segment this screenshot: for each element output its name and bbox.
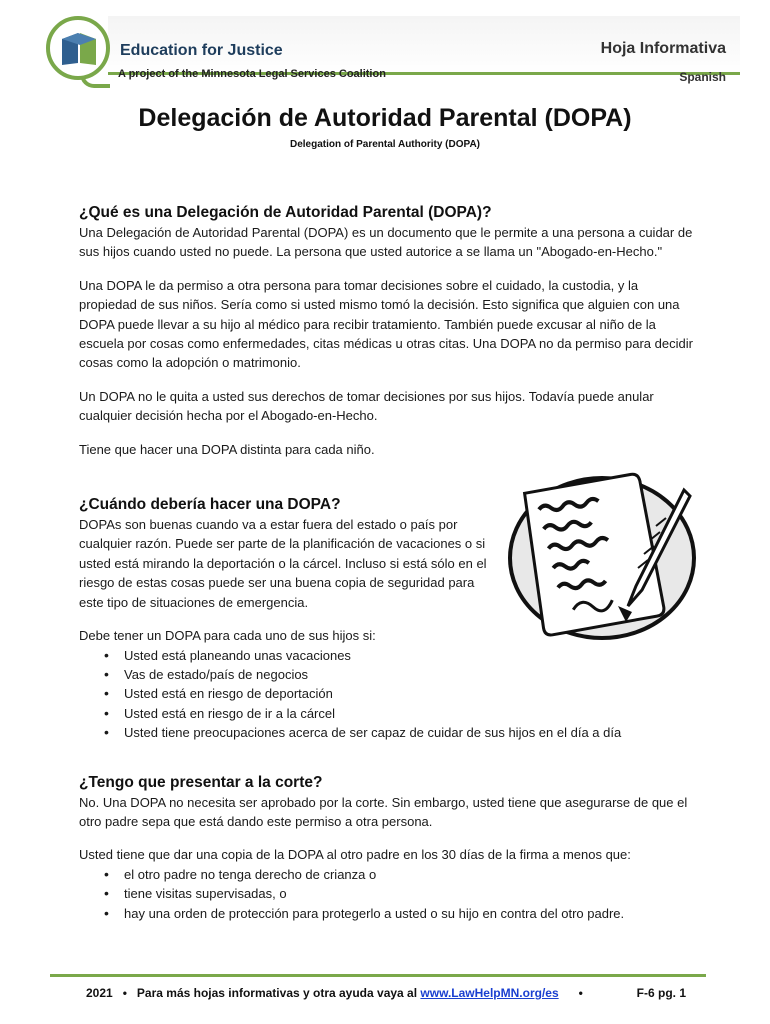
paragraph: Una Delegación de Autoridad Parental (DOPA) es un documento que le permite a una persona a cuidar de sus hijos cuando usted no puede. La persona que usted autorice a se llama un "Abogado-en-Hecho."	[79, 225, 693, 260]
logo	[46, 16, 110, 80]
paragraph: DOPAs son buenas cuando va a estar fuera del estado o país por cualquier razón. Puede ser parte de la planificación de vacaciones o si usted está mirando la deportación o la cárcel. Incluso si está sólo en el riesgo de estas cosas puede ser una buena copia de seguridad para este tipo de situaciones de emergencia.	[79, 517, 487, 610]
list-item: • Usted está en riesgo de deportación	[104, 684, 695, 703]
lawhelp-link[interactable]: www.LawHelpMN.org/es	[420, 986, 559, 1000]
page-subtitle: Delegation of Parental Authority (DOPA)	[289, 139, 480, 150]
paragraph: No. Una DOPA no necesita ser aprobado por la corte. Sin embargo, usted tiene que asegurarse de que el otro padre sepa que está dando este permiso a otra persona.	[79, 794, 688, 829]
bullet-list	[79, 865, 695, 923]
list-intro: Usted tiene que dar una copia de la DOPA al otro padre en los 30 días de la firma a menos que:	[79, 847, 631, 863]
section-heading: ¿Cuándo debería hacer una DOPA?	[79, 496, 341, 514]
document-quill-icon	[506, 466, 698, 642]
section-heading: ¿Qué es una Delegación de Autoridad Parental (DOPA)?	[79, 204, 492, 221]
list-item: • el otro padre no tenga derecho de crianza o	[104, 865, 695, 884]
document-type: Hoja Informativa	[600, 40, 726, 57]
page-header	[40, 14, 740, 90]
book-logo-icon	[60, 31, 98, 67]
page-title: Delegación de Autoridad Parental (DOPA)	[138, 104, 632, 132]
paragraph: Tiene que hacer una DOPA distinta para cada niño.	[79, 441, 375, 457]
language-label: Spanish	[679, 70, 726, 84]
footer-message: Para más hojas informativas y otra ayuda vaya al	[136, 986, 418, 1000]
brand-name: Education for Justice	[120, 42, 283, 59]
footer-year: 2021	[86, 986, 113, 1000]
list-intro: Debe tener un DOPA para cada uno de sus hijos si:	[79, 628, 376, 644]
list-item: • Usted está planeando unas vacaciones	[104, 646, 695, 665]
bullet-list	[79, 646, 695, 743]
footer-rule	[50, 974, 706, 977]
page-number: F-6 pg. 1	[636, 986, 686, 1000]
project-tagline: A project of the Minnesota Legal Services Coalition	[118, 68, 386, 80]
list-item: • tiene visitas supervisadas, o	[104, 884, 695, 903]
paragraph: Una DOPA le da permiso a otra persona para tomar decisiones sobre el cuidado, la custodia, y la propiedad de sus niños. Sería como si usted mismo tomó la decisión. Esto significa que alguien con una DOPA puede llevar a su hijo al médico para recibir tratamiento. También puede excusar al niño de la escuela por cosas como enfermedades, citas médicas u otras citas. Una DOPA no da permiso para decidir cosas como la adopción o matrimonio.	[79, 277, 693, 371]
list-item: • Vas de estado/país de negocios	[104, 665, 695, 684]
footer-text: 2021 • Para más hojas informativas y otra ayuda vaya al www.LawHelpMN.org/es •	[86, 986, 583, 1000]
paragraph: Un DOPA no le quita a usted sus derechos de tomar decisiones por sus hijos. Todavía puede anular cualquier decisión hecha por el Abogado-en-Hecho.	[79, 388, 654, 424]
list-item: • Usted tiene preocupaciones acerca de ser capaz de cuidar de sus hijos en el día a día	[104, 723, 695, 742]
list-item: • Usted está en riesgo de ir a la cárcel	[104, 704, 695, 723]
list-item: • hay una orden de protección para protegerlo a usted o su hijo en contra del otro padre.	[104, 904, 695, 923]
section-heading: ¿Tengo que presentar a la corte?	[79, 773, 323, 791]
